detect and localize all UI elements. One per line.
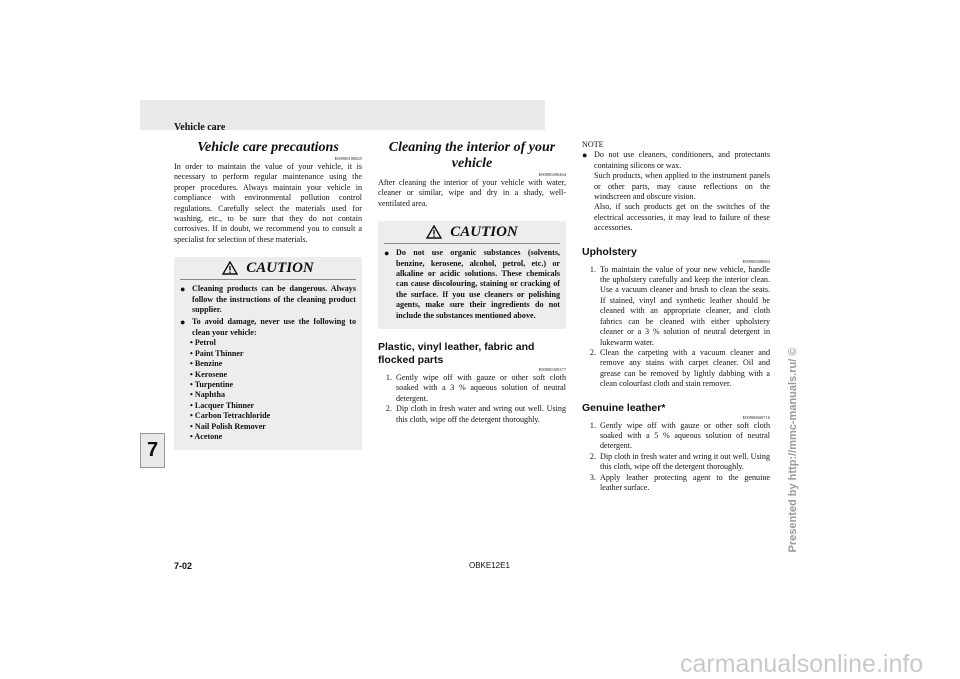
side-watermark: Presented by http://mmc-manuals.ru/ © <box>787 347 799 553</box>
note-label: NOTE <box>582 140 604 149</box>
caution-box <box>378 221 566 329</box>
list-item: • Nail Polish Remover <box>190 421 266 431</box>
list-item: 1. Gently wipe off with gauze or other soft cloth soaked with a 5 % aqueous solution of neutral detergent. <box>589 420 770 451</box>
list-item: • Naphtha <box>190 390 225 400</box>
precautions-title: Vehicle care precautions <box>197 140 339 155</box>
column-precautions <box>174 140 362 450</box>
caution-item: ● Do not use organic substances (solvents, benzine, kerosene, alcohol, petrol, etc.) or alkaline or acidic solutions. These chemicals can cause discolouring, staining or cracking of the surface. If you use cleaners or polishing agents, make sure their ingredients do not include the substances mentioned above. <box>384 248 560 320</box>
document-code: OBKE12E1 <box>469 561 510 570</box>
list-item: • Petrol <box>190 338 216 348</box>
leather-heading: Genuine leather* <box>582 401 666 414</box>
caution-box <box>174 257 362 450</box>
plastic-code: E00900300377 <box>538 367 566 373</box>
precautions-code: E00900100825 <box>334 156 362 161</box>
list-item: • Benzine <box>190 359 223 369</box>
leather-code: E00900600716 <box>742 414 770 420</box>
list-item: • Kerosene <box>190 369 228 379</box>
list-item: • Lacquer Thinner <box>190 400 255 410</box>
caution-header <box>384 225 560 244</box>
note-item: ● Do not use cleaners, conditioners, and protectants containing silicons or wax. Such products, when applied to the instrument panels or other parts, may cause reflections on the windscreen and obscure vision. Also, if such products get on the switches of the electrical accessories, it may lead to failure of these accessories. <box>582 150 770 233</box>
plastic-heading: Plastic, vinyl leather, fabric and flocked parts <box>378 341 535 367</box>
warning-triangle-icon <box>222 261 238 275</box>
interior-code: E00900200464 <box>538 172 566 177</box>
substance-list <box>180 338 356 442</box>
list-item: • Carbon Tetrachloride <box>190 411 271 421</box>
list-item: 1. Gently wipe off with gauze or other soft cloth soaked with a 3 % aqueous solution of neutral detergent. <box>385 373 566 403</box>
list-item: 2. Dip cloth in fresh water and wring out well. Using this cloth, wipe off the detergent thoroughly. <box>385 404 566 424</box>
caution-title: CAUTION <box>246 260 314 277</box>
column-interior <box>378 140 566 425</box>
interior-intro: After cleaning the interior of your vehicle with water, cleaner or similar, wipe and dry in a shady, well-ventilated area. <box>378 178 566 208</box>
caution-header <box>180 261 356 280</box>
bullet-icon: ● <box>180 317 186 328</box>
bullet-icon: ● <box>582 150 588 161</box>
list-item: • Acetone <box>190 431 223 441</box>
list-item: 2. Dip cloth in fresh water and wring it out well. Using this cloth, wipe off the detergent thoroughly. <box>589 451 770 472</box>
warning-triangle-icon <box>426 225 442 239</box>
caution-item: ● To avoid damage, never use the following to clean your vehicle: <box>180 317 356 337</box>
list-item: • Paint Thinner <box>190 348 244 358</box>
upholstery-code: E00900500063 <box>742 258 770 264</box>
list-item: 1. To maintain the value of your new vehicle, handle the upholstery carefully and keep the interior clean. Use a vacuum cleaner and brush to clean the seats. If stained, vinyl and synthetic leather should be cleaned with an appropriate cleaner, and cloth fabrics can be cleaned with either upholstery cleaner or a 3 % solution of neutral detergent in lukewarm water. <box>589 264 770 347</box>
list-item: • Turpentine <box>190 379 234 389</box>
bullet-icon: ● <box>384 248 390 259</box>
caution-item: ● Cleaning products can be dangerous. Always follow the instructions of the cleaning product supplier. <box>180 284 356 315</box>
interior-title: Cleaning the interior of your vehicle <box>388 140 556 171</box>
bullet-icon: ● <box>180 284 186 295</box>
precautions-intro: In order to maintain the value of your vehicle, it is necessary to perform regular maintenance using the proper procedures. Always maintain your vehicle in compliance with environmental pollution control regulations. Carefully select the materials used for washing, etc., to be sure that they do not contain corrosives. If in doubt, we recommend you to consult a specialist for selection of these materials. <box>174 162 362 244</box>
list-item: 3. Apply leather protecting agent to the genuine leather surface. <box>589 472 770 492</box>
chapter-tab: 7 <box>140 433 165 468</box>
column-upholstery <box>582 140 770 493</box>
caution-title: CAUTION <box>450 224 518 241</box>
section-header: Vehicle care <box>174 122 226 133</box>
page-number: 7-02 <box>174 561 193 571</box>
upholstery-heading: Upholstery <box>582 245 637 258</box>
footer-watermark: carmanualsonline.info <box>680 650 924 678</box>
list-item: 2. Clean the carpeting with a vacuum cleaner and remove any stains with carpet cleaner. Oil and grease can be removed by lightly dabbing with a clean colourfast cloth and stain remover. <box>589 347 770 389</box>
